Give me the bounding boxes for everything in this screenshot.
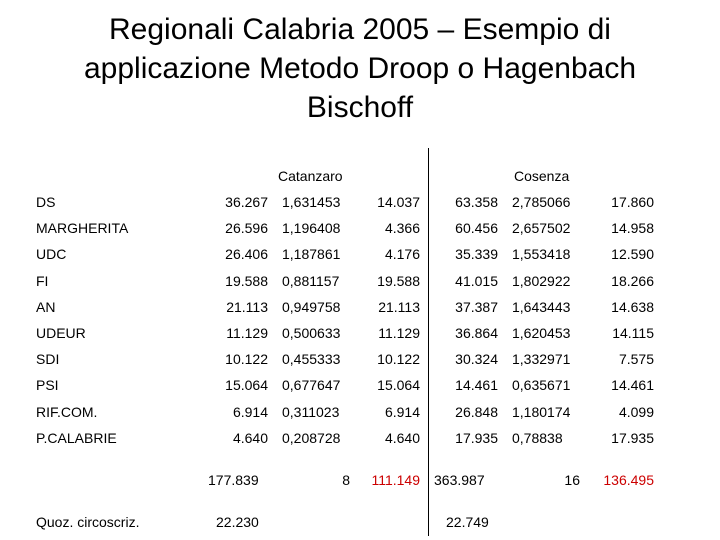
catanzaro-ratio: 0,500633: [282, 325, 341, 341]
cosenza-votes: 17.935: [455, 429, 498, 446]
cosenza-ratio: 1,332971: [512, 351, 571, 368]
cosenza-remainder: 14.461: [611, 377, 654, 394]
title-line-3: Bischoff: [306, 91, 414, 124]
title-line-2: applicazione Metodo Droop o Hagenbach: [83, 52, 637, 85]
catanzaro-remainder: 10.122: [377, 351, 420, 368]
catanzaro-remainder: 4.640: [384, 429, 420, 446]
catanzaro-remainder: 15.064: [377, 377, 420, 394]
catanzaro-remainder: 6.914: [384, 403, 420, 420]
party-name: MARGHERITA: [36, 220, 129, 237]
catanzaro-remainder: 14.037: [377, 194, 420, 210]
catanzaro-ratio: 0,949758: [282, 298, 341, 315]
cosenza-ratio: 0,635671: [512, 377, 571, 394]
cosenza-remainder: 7.575: [618, 351, 654, 368]
party-name: FI: [36, 272, 49, 289]
cosenza-remainder: 14.958: [611, 220, 654, 237]
catanzaro-votes: 15.064: [225, 377, 268, 394]
catanzaro-ratio: 1,631453: [282, 194, 341, 210]
catanzaro-votes: 26.596: [225, 220, 268, 237]
cosenza-votes: 37.387: [455, 298, 498, 315]
catanzaro-votes: 4.640: [232, 429, 268, 446]
catanzaro-remainder: 19.588: [377, 272, 420, 289]
catanzaro-remainder: 4.176: [384, 246, 420, 263]
catanzaro-votes: 21.113: [226, 298, 268, 315]
cosenza-ratio: 1,802922: [512, 272, 571, 289]
total-catanzaro-rest: 111.149: [371, 472, 420, 488]
catanzaro-ratio: 0,311023: [282, 403, 340, 420]
cosenza-votes: 35.339: [455, 246, 498, 263]
catanzaro-ratio: 1,187861: [282, 246, 341, 263]
total-catanzaro-votes: 177.839: [208, 472, 259, 488]
catanzaro-remainder: 21.113: [378, 298, 420, 315]
header-catanzaro: Catanzaro: [278, 168, 343, 184]
cosenza-ratio: 0,78838: [512, 429, 563, 446]
party-name: UDC: [36, 246, 67, 263]
cosenza-votes: 60.456: [455, 220, 498, 237]
cosenza-votes: 26.848: [455, 403, 498, 420]
cosenza-ratio: 2,785066: [512, 194, 571, 210]
catanzaro-ratio: 1,196408: [282, 220, 341, 237]
quota-label: Quoz. circoscriz.: [36, 514, 140, 530]
total-cosenza-ratio: 16: [564, 472, 580, 488]
cosenza-ratio: 1,553418: [512, 246, 571, 263]
party-name: AN: [36, 298, 56, 315]
catanzaro-ratio: 0,677647: [282, 377, 341, 394]
catanzaro-remainder: 4.366: [384, 220, 420, 237]
catanzaro-votes: 11.129: [226, 325, 268, 341]
catanzaro-ratio: 0,881157: [282, 272, 340, 289]
cosenza-remainder: 12.590: [611, 246, 654, 263]
cosenza-remainder: 14.115: [612, 325, 654, 341]
catanzaro-ratio: 0,455333: [282, 351, 341, 368]
cosenza-remainder: 14.638: [611, 298, 654, 315]
cosenza-votes: 36.864: [455, 325, 498, 341]
total-cosenza-votes: 363.987: [434, 472, 485, 488]
party-name: UDEUR: [36, 325, 86, 341]
slide-title: [0, 10, 720, 127]
catanzaro-votes: 6.914: [232, 403, 268, 420]
cosenza-ratio: 1,643443: [512, 298, 571, 315]
party-name: P.CALABRIE: [36, 429, 117, 446]
catanzaro-votes: 19.588: [225, 272, 268, 289]
quota-catanzaro: 22.230: [216, 514, 259, 530]
catanzaro-remainder: 11.129: [378, 325, 420, 341]
cosenza-remainder: 4.099: [618, 403, 654, 420]
cosenza-remainder: 17.860: [611, 194, 654, 210]
cosenza-remainder: 18.266: [611, 272, 654, 289]
catanzaro-votes: 10.122: [225, 351, 268, 368]
cosenza-votes: 30.324: [455, 351, 498, 368]
cosenza-remainder: 17.935: [611, 429, 654, 446]
party-name: RIF.COM.: [36, 403, 98, 420]
catanzaro-votes: 36.267: [225, 194, 268, 210]
catanzaro-votes: 26.406: [225, 246, 268, 263]
catanzaro-ratio: 0,208728: [282, 429, 341, 446]
party-name: PSI: [36, 377, 59, 394]
header-cosenza: Cosenza: [514, 168, 570, 184]
cosenza-votes: 14.461: [455, 377, 498, 394]
quota-cosenza: 22.749: [446, 514, 489, 530]
cosenza-ratio: 1,180174: [512, 403, 571, 420]
cosenza-ratio: 2,657502: [512, 220, 571, 237]
party-name: DS: [36, 194, 56, 210]
cosenza-votes: 41.015: [455, 272, 498, 289]
cosenza-votes: 63.358: [455, 194, 498, 210]
cosenza-ratio: 1,620453: [512, 325, 571, 341]
party-name: SDI: [36, 351, 60, 368]
title-line-1: Regionali Calabria 2005 – Esempio di: [109, 13, 611, 46]
total-cosenza-rest: 136.495: [603, 472, 654, 488]
total-catanzaro-ratio: 8: [342, 472, 350, 488]
